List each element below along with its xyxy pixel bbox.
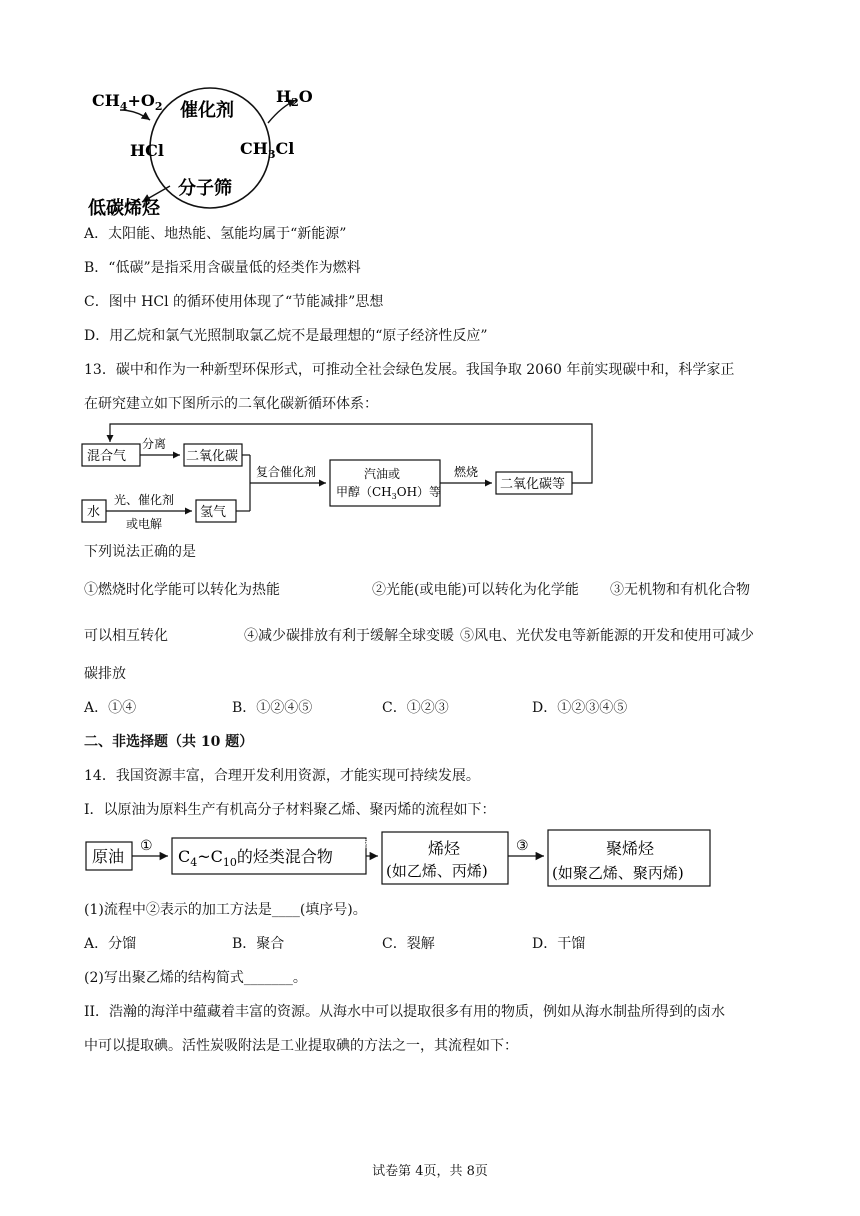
step2-label: ②	[360, 837, 371, 851]
molecular-sieve-label: 分子筛	[178, 178, 232, 199]
crude-oil-label: 原油	[92, 847, 125, 866]
q13-option-c: C．①②③	[382, 700, 449, 716]
q14-part1-intro: I．以原油为原料生产有机高分子材料聚乙烯、聚丙烯的流程如下：	[84, 802, 496, 818]
q13-option-d: D．①②③④⑤	[532, 700, 628, 716]
catalyst-label: 催化剂	[180, 100, 234, 121]
q13-option-b: B．①②④⑤	[232, 700, 313, 716]
co2-cycle-diagram	[80, 420, 600, 532]
q12-option-a: A．太阳能、地热能、氢能均属于“新能源”	[84, 226, 347, 242]
step3-label: ③	[516, 838, 529, 854]
q13-option-a: A．①④	[84, 700, 137, 716]
olefin-label-line2: (如乙烯、丙烯)	[386, 862, 488, 880]
light-catalyst-label: 光、催化剂	[114, 493, 175, 507]
low-carbon-olefin-label: 低碳烯烃	[88, 198, 160, 219]
q14-sub1: (1)流程中②表示的加工方法是____(填序号)。	[84, 902, 367, 918]
q12-option-c: C．图中 HCl 的循环使用体现了“节能减排”思想	[84, 294, 384, 310]
q13-statement-2: ②光能(或电能)可以转化为化学能	[372, 582, 579, 598]
section-2-title: 二、非选择题（共 10 题）	[84, 734, 254, 750]
reactant-label: $CH_4+O_2$	[92, 91, 163, 113]
water-label: $H_2O$	[276, 87, 313, 109]
co2-etc-label: 二氧化碳等	[500, 477, 566, 492]
q13-statement-3-part2: 可以相互转化	[84, 628, 168, 644]
q14-sub1-option-d: D．干馏	[532, 936, 586, 952]
q13-statement-1: ①燃烧时化学能可以转化为热能	[84, 582, 280, 598]
composite-catalyst-label: 复合催化剂	[256, 465, 317, 479]
olefin-label-line1: 烯烃	[428, 839, 461, 858]
q14-sub1-option-a: A．分馏	[84, 936, 137, 952]
q14-stem: 14．我国资源丰富，合理开发利用资源，才能实现可持续发展。	[84, 768, 480, 784]
hydrogen-box-label: 氢气	[200, 505, 227, 520]
q13-statement-4: ④减少碳排放有利于缓解全球变暖	[244, 628, 454, 644]
q13-stem-line1: 13．碳中和作为一种新型环保形式，可推动全社会绿色发展。我国争取 2060 年前实现碳中和，科学家正	[84, 362, 735, 378]
step1-label: ①	[140, 838, 153, 854]
gasoline-label-line2: 甲醇$(CH_3OH)$等	[336, 485, 442, 501]
polyolefin-label-line1: 聚烯烃	[606, 839, 655, 858]
q14-sub2: (2)写出聚乙烯的结构简式_______。	[84, 970, 307, 986]
q13-stem-line2: 在研究建立如下图所示的二氧化碳新循环体系：	[84, 396, 378, 412]
polyolefin-label-line2: (如聚乙烯、聚丙烯)	[552, 864, 684, 882]
q14-sub1-option-c: C．裂解	[382, 936, 435, 952]
q13-statement-5-part1: ⑤风电、光伏发电等新能源的开发和使用可减少	[460, 628, 754, 644]
combustion-label: 燃烧	[454, 465, 479, 479]
co2-box-label: 二氧化碳	[186, 449, 239, 464]
polyolefin-flow-diagram	[84, 826, 714, 890]
page-footer: 试卷第 4页，共 8页	[372, 1164, 488, 1179]
electrolysis-label: 或电解	[126, 517, 163, 531]
q14-part2-line2: 中可以提取碘。活性炭吸附法是工业提取碘的方法之一，其流程如下：	[84, 1038, 518, 1054]
q13-question: 下列说法正确的是	[84, 544, 196, 560]
q12-option-b: B．“低碳”是指采用含碳量低的烃类作为燃料	[84, 260, 361, 276]
q14-part2-line1: II．浩瀚的海洋中蕴藏着丰富的资源。从海水中可以提取很多有用的物质，例如从海水制盐所得到的卤水	[84, 1004, 726, 1020]
ch3cl-label: $CH_3Cl$	[240, 139, 295, 161]
separate-label: 分离	[142, 437, 167, 451]
mixed-gas-label: 混合气	[87, 449, 127, 464]
q13-statement-5-part2: 碳排放	[84, 666, 126, 682]
catalytic-cycle-diagram	[84, 78, 334, 220]
mixture-label: $C_4\sim C_{10}$的烃类混合物	[178, 847, 333, 869]
q12-option-d: D．用乙烷和氯气光照制取氯乙烷不是最理想的“原子经济性反应”	[84, 328, 488, 344]
hcl-label: HCl	[130, 141, 164, 160]
q14-sub1-option-b: B．聚合	[232, 936, 285, 952]
gasoline-label-line1: 汽油或	[364, 467, 401, 481]
water-box-label: 水	[87, 505, 101, 520]
q13-statement-3-part1: ③无机物和有机化合物	[610, 582, 750, 598]
